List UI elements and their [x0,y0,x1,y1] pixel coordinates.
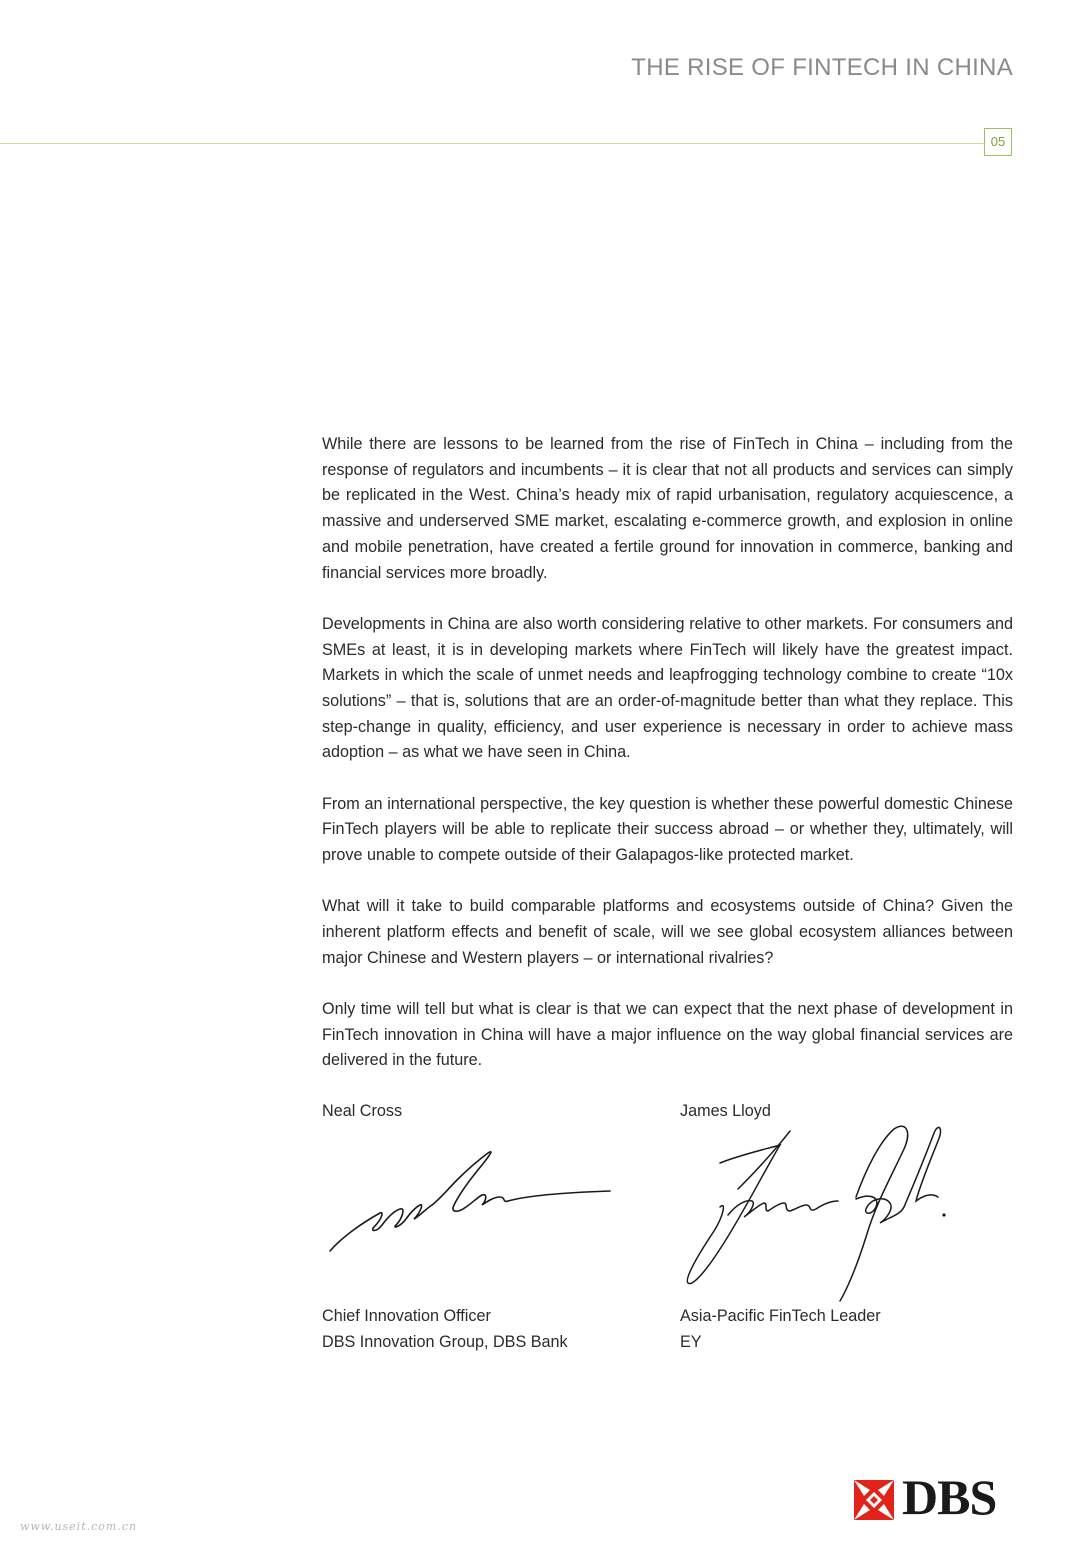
signatory-org: DBS Innovation Group, DBS Bank [322,1333,568,1351]
paragraph-1: While there are lessons to be learned from the rise of FinTech in China – including from the response of regulators and incumbents – it is clear that not all products and services can simply be replicated in the West. China’s heady mix of rapid urbanisation, regulatory acquiescence, a massive and underserved SME market, escalating e-commerce growth, and explosion in online and mobile penetration, have created a fertile ground for innovation in commerce, banking and financial services more broadly. [322,435,1013,582]
header-rule [0,143,984,144]
signatory-org: EY [680,1333,702,1351]
running-header: THE RISE OF FINTECH IN CHINA [631,54,1013,81]
paragraph-3: From an international perspective, the key question is whether these powerful domestic Chinese FinTech players will be able to replicate their success abroad – or whether they, ultimately, will prove unable to compete outside of their Galapagos-like protected market. [322,794,1013,865]
signatory-name: James Lloyd [680,1102,771,1120]
body-text [322,432,1013,1100]
signature-james-lloyd [680,1119,970,1304]
dbs-logo-text: DBS [902,1469,997,1525]
signatory-neal-cross [322,1099,652,1359]
signatory-james-lloyd [680,1099,1010,1359]
signatory-title: Asia-Pacific FinTech Leader [680,1307,881,1325]
watermark: www.useit.com.cn [20,1520,138,1533]
page-number: 05 [984,128,1012,156]
paragraph-5: Only time will tell but what is clear is that we can expect that the next phase of development in FinTech innovation in China will have a major influence on the way global financial services are delivered in the future. [322,1000,1013,1070]
signature-neal-cross [322,1139,622,1259]
paragraph-4: What will it take to build comparable platforms and ecosystems outside of China? Given the inherent platform effects and benefit of scale, will we see global ecosystem alliances between major Chinese and Western players – or international rivalries? [322,897,1013,967]
signatory-name: Neal Cross [322,1102,403,1120]
paragraph-2: Developments in China are also worth considering relative to other markets. For consumers and SMEs at least, it is in developing markets where FinTech will likely have the greatest impact. Markets in which the scale of unmet needs and leapfrogging technology combine to create “10x solutions” – that is, solutions that are an order-of-magnitude better than what they replace. This step-change in quality, efficiency, and user experience is necessary in order to achieve mass adoption – as what we have seen in China. [322,614,1013,762]
dbs-logo [850,1469,1020,1525]
signatory-title: Chief Innovation Officer [322,1307,491,1325]
dbs-star-icon [850,1476,898,1524]
